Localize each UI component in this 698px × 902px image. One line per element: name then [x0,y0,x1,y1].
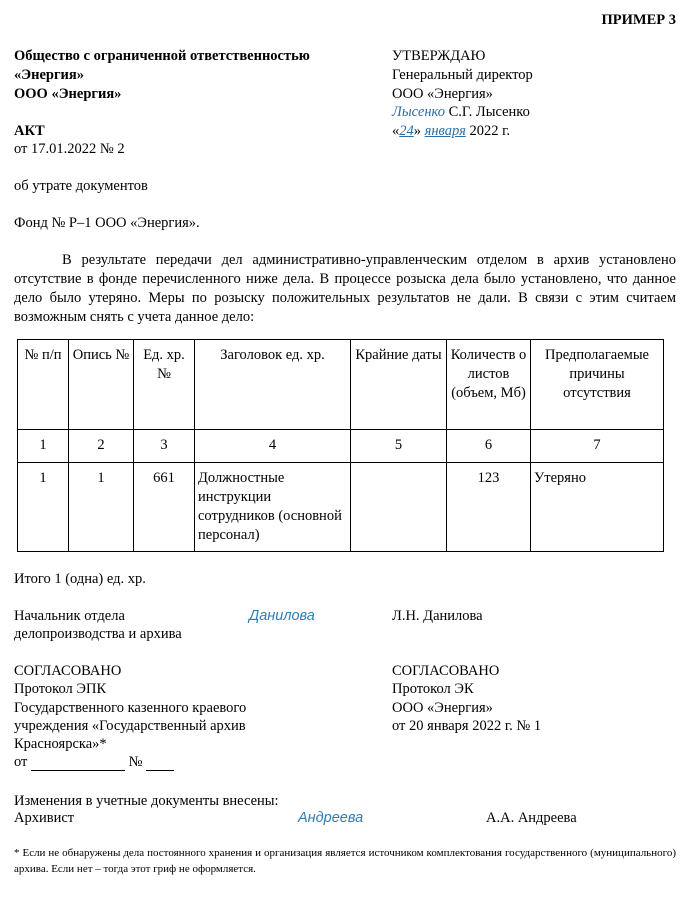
approve-month: января [424,123,466,139]
header-cell: № п/п [18,340,69,430]
date-range [351,463,447,552]
body-paragraph: В результате передачи дел административно-управленческим отделом в архив установлено отсутствие в фонде перечисленного ниже дела. В процессе розыска дела было установлено, что данное дело было утеряно. Меры по розыску положительных результатов не дали. В связи с этим считаем возможным снять с учета данное дело: [14,252,676,325]
header-cell: Количеств о листов (объем, Мб) [447,340,531,430]
column-number: 5 [351,430,447,463]
approve-org: ООО «Энергия» [392,86,493,102]
header-cell: Ед. хр. № [134,340,195,430]
number-label: № [128,754,143,770]
table-header-row [18,340,664,430]
number-blank-line [146,756,174,771]
archivist-signature: Андреева [298,810,364,826]
head-position-line1: Начальник отдела [14,608,125,624]
agreed-right-line2: ООО «Энергия» [392,700,493,716]
approve-position: Генеральный директор [392,67,533,83]
column-number: 1 [18,430,69,463]
column-number: 6 [447,430,531,463]
approve-title: УТВЕРЖДАЮ [392,48,486,64]
director-signature: Лысенко [392,104,445,120]
head-position-line2: делопроизводства и архива [14,626,182,642]
org-name-line1: Общество с ограниченной ответственностью [14,48,310,64]
agreed-left-line3: учреждения «Государственный архив [14,718,246,734]
agreed-left-line4: Красноярска»* [14,736,107,752]
quote-open: « [392,123,400,139]
footnote: * Если не обнаружены дела постоянного хранения и организация является источником комплектования государственного (муниципального) архива. Если нет – тогда этот гриф не оформляется. [14,847,676,875]
approve-year: 2022 г. [469,123,510,139]
lost-documents-table [17,339,664,552]
ot-label: от [14,754,28,770]
column-number: 7 [531,430,664,463]
row-index: 1 [18,463,69,552]
table-number-row [18,430,664,463]
agreed-left-line1: Протокол ЭПК [14,681,107,697]
quote-close: » [413,123,421,139]
fund-number: Фонд № Р–1 ООО «Энергия». [14,215,200,231]
org-name-line2: «Энергия» [14,67,84,83]
head-name: Л.Н. Данилова [392,608,483,624]
agreed-left-title: СОГЛАСОВАНО [14,663,122,679]
doc-date-number: от 17.01.2022 № 2 [14,141,125,157]
doc-subject: об утрате документов [14,178,148,194]
header-cell: Крайние даты [351,340,447,430]
director-name: С.Г. Лысенко [448,104,530,120]
inventory-number: 1 [69,463,134,552]
agreed-right-line3: от 20 января 2022 г. № 1 [392,718,542,734]
head-signature: Данилова [249,608,315,624]
example-label: ПРИМЕР 3 [601,12,676,28]
header-cell: Заголовок ед. хр. [195,340,351,430]
total-line: Итого 1 (одна) ед. хр. [14,571,146,587]
approve-day: 24 [399,123,414,139]
sheet-count: 123 [447,463,531,552]
storage-unit-title: Должностные инструкции сотрудников (основной персонал) [195,463,351,552]
approve-signature-line [392,103,530,121]
agreed-left-line2: Государственного казенного краевого [14,700,247,716]
agreed-right-line1: Протокол ЭК [392,681,474,697]
table-row [18,463,664,552]
header-cell: Предполагаемые причины отсутствия [531,340,664,430]
archivist-name: А.А. Андреева [486,810,577,826]
org-short-name: ООО «Энергия» [14,86,122,102]
agreed-left-date-number [14,753,174,771]
archivist-position: Архивист [14,810,75,826]
date-blank-line [31,756,125,771]
absence-reason: Утеряно [531,463,664,552]
column-number: 4 [195,430,351,463]
doc-type: АКТ [14,123,45,139]
approve-date [392,122,510,140]
agreed-right-title: СОГЛАСОВАНО [392,663,500,679]
column-number: 3 [134,430,195,463]
column-number: 2 [69,430,134,463]
changes-text: Изменения в учетные документы внесены: [14,793,279,809]
storage-unit-number: 661 [134,463,195,552]
header-cell: Опись № [69,340,134,430]
